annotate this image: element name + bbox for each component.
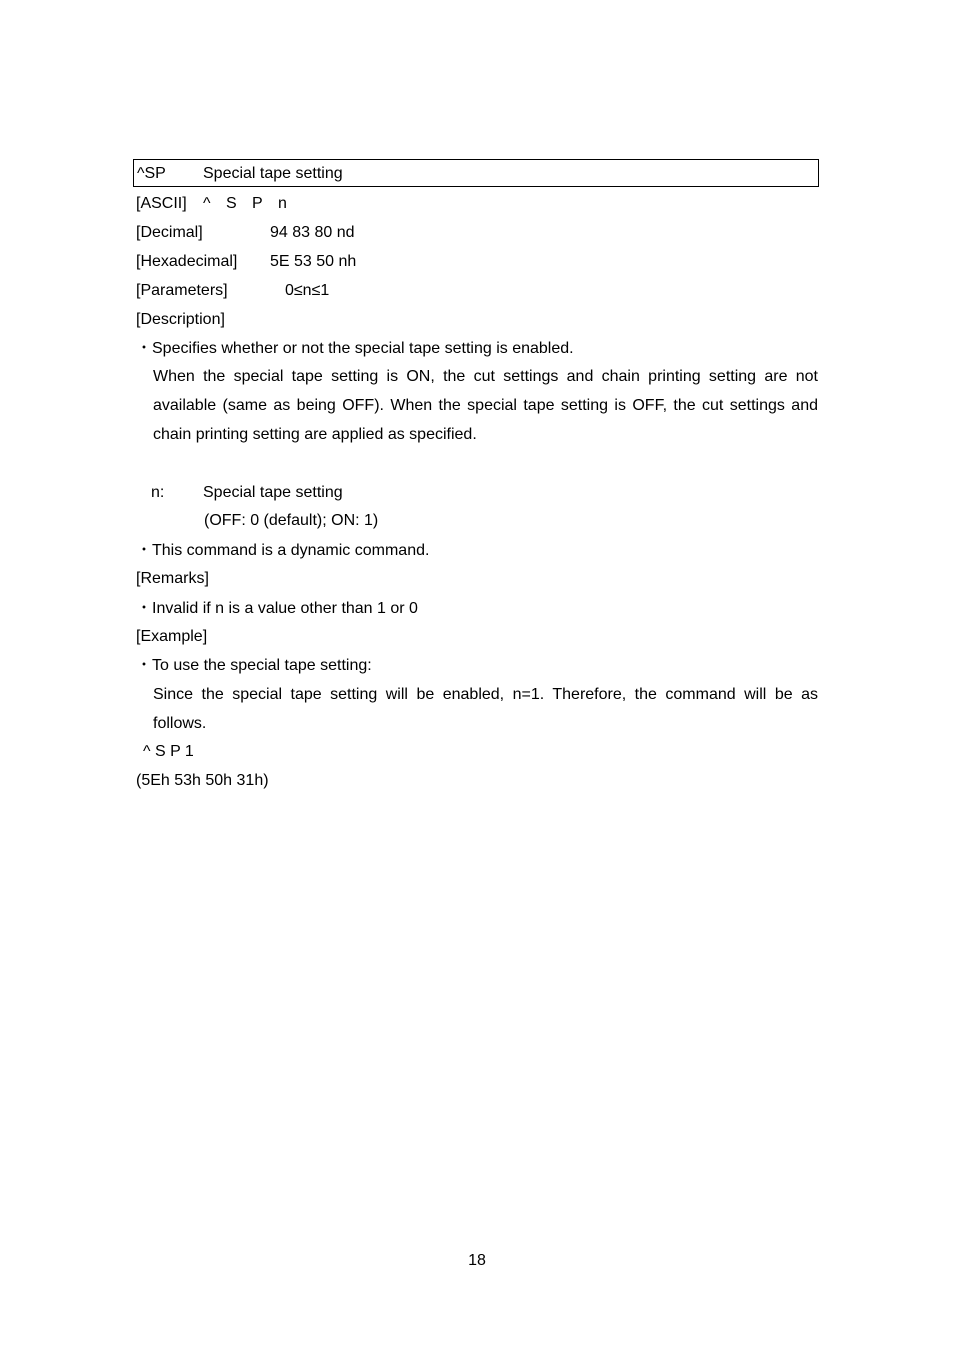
description-bullet-2: ・This command is a dynamic command. — [136, 542, 430, 559]
ascii-label: [ASCII] — [136, 195, 187, 212]
description-paragraph-line: chain printing setting are applied as specified. — [153, 426, 477, 443]
example-command: ^ S P 1 — [143, 743, 194, 760]
description-paragraph-line: available (same as being OFF). When the special tape setting is OFF, the cut settings and — [153, 397, 818, 414]
command-title-box — [133, 159, 819, 187]
remarks-label: [Remarks] — [136, 570, 209, 587]
ascii-token-n: n — [278, 195, 287, 212]
command-code: ^SP — [137, 165, 166, 182]
example-label: [Example] — [136, 628, 208, 645]
page-number: 18 — [468, 1252, 486, 1269]
command-name: Special tape setting — [203, 165, 343, 182]
description-label: [Description] — [136, 311, 225, 328]
params-label: [Parameters] — [136, 282, 228, 299]
example-paragraph — [153, 680, 818, 738]
params-value: 0≤n≤1 — [285, 282, 330, 299]
example-paragraph-line: follows. — [153, 715, 207, 732]
description-paragraph-line: When the special tape setting is ON, the cut settings and chain printing setting are not — [153, 368, 818, 385]
ascii-token-s: S — [226, 195, 237, 212]
param-n-name: Special tape setting — [203, 484, 343, 501]
description-bullet-1: ・Specifies whether or not the special tape setting is enabled. — [136, 340, 574, 357]
ascii-token-p: P — [252, 195, 263, 212]
hex-value: 5E 53 50 nh — [270, 253, 357, 270]
hex-label: [Hexadecimal] — [136, 253, 238, 270]
decimal-label: [Decimal] — [136, 224, 203, 241]
example-bullet: ・To use the special tape setting: — [136, 657, 372, 674]
ascii-token-caret: ^ — [203, 195, 211, 212]
decimal-value: 94 83 80 nd — [270, 224, 355, 241]
example-paragraph-line: Since the special tape setting will be enabled, n=1. Therefore, the command will be as — [153, 686, 818, 703]
example-hex: (5Eh 53h 50h 31h) — [136, 772, 269, 789]
param-n-values: (OFF: 0 (default); ON: 1) — [204, 512, 379, 529]
param-n-label: n: — [151, 484, 165, 501]
description-paragraph — [153, 362, 818, 449]
remarks-bullet: ・Invalid if n is a value other than 1 or 0 — [136, 600, 418, 617]
